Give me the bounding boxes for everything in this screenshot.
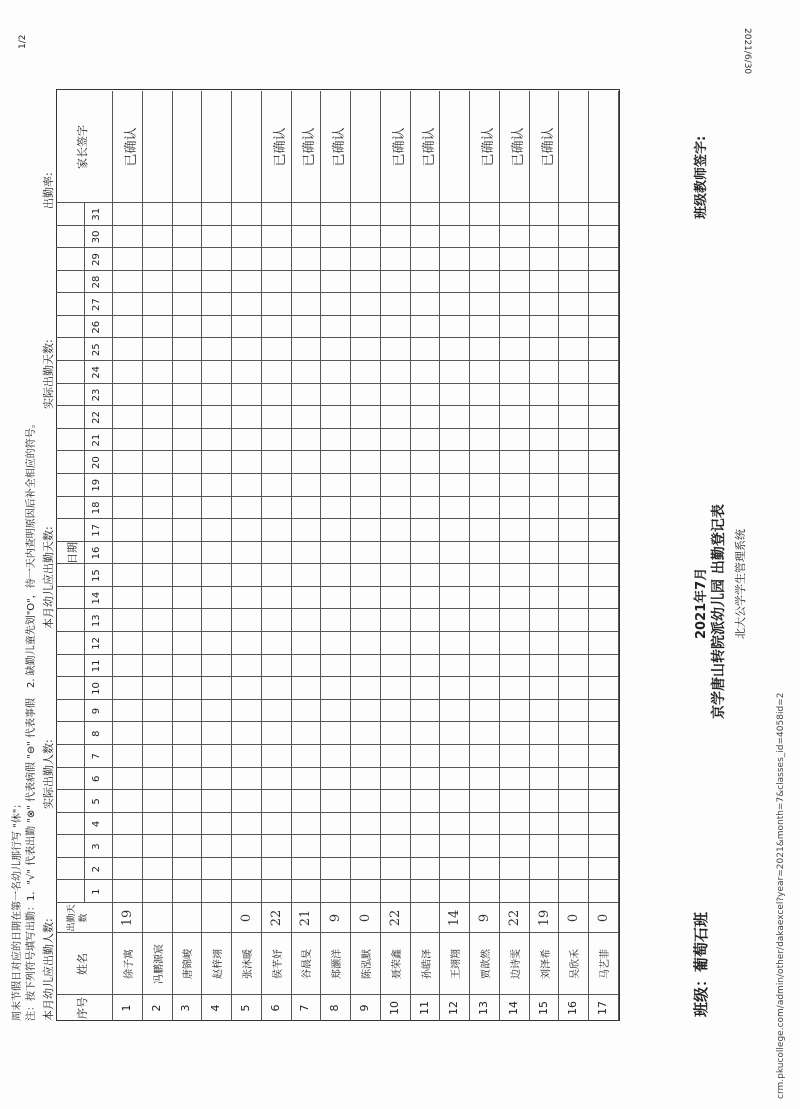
day-header: 9 [91, 707, 102, 715]
row-divider [261, 91, 262, 1021]
page-number: 1/2 [18, 34, 28, 49]
day-header: 24 [91, 366, 102, 379]
footer-actual-days: 实际出勤天数: [42, 339, 55, 409]
footer-note1: 注：按下列符号填写出勤：1．"√" 代表出勤 "⊗" 代表病假 "⊖" 代表事假 2. 缺勤儿童先划"O"，待一天内查明原因后补全相应的符号。 [26, 418, 37, 1021]
parent-sign: 已确认 [391, 127, 407, 167]
attend-days: 19 [119, 909, 135, 927]
col-divider [56, 608, 618, 609]
day-header: 2 [91, 865, 102, 873]
col-divider [56, 631, 618, 632]
row-divider [529, 91, 530, 1021]
row-divider [172, 91, 173, 1021]
col-divider [56, 563, 618, 564]
day-header: 6 [91, 775, 102, 783]
header-parent-sign: 家长签字 [76, 125, 89, 169]
col-divider [56, 383, 618, 384]
student-name: 边诗雯 [510, 949, 522, 979]
row-divider [142, 91, 143, 1021]
row-divider [380, 91, 381, 1021]
attend-days: 22 [268, 909, 284, 927]
col-divider [56, 834, 618, 835]
day-header: 31 [91, 207, 102, 221]
row-number: 2 [149, 1004, 163, 1012]
student-name: 唐锦峻 [183, 949, 195, 979]
source-url: crm.pkucollege.com/admin/other/dakaexcel?year=2021&month=7&classes_id=4058id=2 [776, 692, 786, 1099]
footer-should-days: 本月幼儿应出勤天数: [42, 526, 55, 629]
col-divider [56, 654, 618, 655]
teacher-sign-label: 班级教师签字: [694, 135, 709, 219]
parent-sign: 已确认 [123, 127, 139, 167]
row-number: 14 [506, 1001, 520, 1015]
col-divider [56, 360, 618, 361]
col-divider [56, 247, 618, 248]
col-divider [56, 676, 618, 677]
row-number: 9 [358, 1004, 371, 1012]
col-divider [56, 270, 618, 271]
col-divider [56, 857, 618, 858]
row-number: 16 [566, 1001, 580, 1015]
day-header: 7 [91, 753, 102, 760]
class-label: 班级：葡萄石班 [692, 911, 710, 1017]
footer-rate: 出勤率: [42, 172, 55, 209]
attend-days: 22 [506, 909, 522, 927]
col-divider [56, 586, 618, 587]
row-divider [618, 91, 619, 1021]
footer-should: 本月幼儿应出勤人数: [42, 918, 55, 1021]
date-header-divider [84, 203, 85, 903]
col-divider [56, 450, 618, 451]
row-divider [588, 91, 589, 1021]
row-number: 1 [119, 1004, 133, 1012]
attend-days: 9 [328, 913, 344, 923]
attend-days: 19 [536, 909, 552, 927]
day-header: 14 [91, 591, 102, 605]
student-name: 贾歆然 [481, 949, 493, 979]
student-name: 谷晨旻 [302, 949, 314, 979]
row-number: 6 [268, 1004, 282, 1012]
day-header: 25 [91, 343, 102, 357]
row-number: 7 [298, 1004, 312, 1012]
col-divider [56, 744, 618, 745]
attend-days: 0 [238, 913, 254, 923]
row-divider [410, 91, 411, 1021]
row-divider [350, 91, 351, 1021]
day-header: 26 [91, 320, 102, 334]
day-header: 21 [91, 433, 102, 447]
col-divider [56, 721, 618, 722]
day-header: 19 [91, 478, 102, 492]
day-header: 29 [91, 253, 102, 266]
student-name: 刘泽希 [540, 949, 552, 979]
row-number: 17 [596, 1001, 610, 1015]
day-header: 17 [91, 524, 102, 537]
print-date: 2021/6/30 [742, 28, 752, 75]
student-name: 郑灏洋 [332, 949, 344, 979]
row-number: 5 [238, 1004, 252, 1012]
col-divider [56, 518, 618, 519]
day-header: 20 [91, 456, 102, 470]
header-date: 日期 [66, 542, 79, 564]
day-header: 16 [91, 546, 102, 560]
day-header: 8 [91, 730, 102, 737]
day-header: 3 [91, 843, 102, 850]
row-number: 3 [179, 1004, 193, 1012]
row-divider [558, 91, 559, 1021]
parent-sign: 已确认 [510, 127, 526, 167]
row-divider [469, 91, 470, 1021]
row-number: 11 [417, 1001, 431, 1015]
col-divider [56, 315, 618, 316]
student-name: 孙皓泽 [421, 949, 433, 979]
parent-sign: 已确认 [332, 127, 348, 167]
header-days: 出勤天数 [67, 904, 89, 932]
day-header: 23 [91, 388, 102, 402]
row-divider [320, 91, 321, 1021]
header-name: 姓名 [76, 953, 89, 975]
col-divider [56, 699, 618, 700]
col-divider [56, 879, 618, 880]
row-divider [439, 91, 440, 1021]
row-divider [231, 91, 232, 1021]
col-divider [56, 405, 618, 406]
col-divider [56, 225, 618, 226]
header-seq: 序号 [76, 997, 89, 1019]
parent-sign: 已确认 [272, 127, 288, 167]
day-header: 11 [91, 659, 102, 673]
parent-sign: 已确认 [540, 127, 556, 167]
row-number: 4 [209, 1004, 223, 1012]
col-divider [56, 496, 618, 497]
attend-days: 0 [566, 913, 582, 923]
student-name: 赵梓翊 [213, 949, 225, 979]
report-title: 京学唐山转院派幼儿园 出勤登记表 [711, 504, 727, 719]
student-name: 张沐暖 [242, 949, 254, 979]
col-divider [56, 337, 618, 338]
day-header: 12 [91, 636, 102, 650]
student-name: 王翊翔 [451, 949, 463, 979]
day-header: 1 [91, 888, 102, 895]
day-header: 30 [91, 230, 102, 244]
day-header: 18 [91, 501, 102, 515]
col-divider [56, 789, 618, 790]
day-header: 13 [91, 614, 102, 628]
row-divider [499, 91, 500, 1021]
attend-days: 22 [387, 909, 403, 927]
row-divider [291, 91, 292, 1021]
col-divider [56, 428, 618, 429]
student-name: 马艺菲 [600, 949, 612, 979]
day-header: 22 [91, 411, 102, 424]
attend-days: 9 [477, 913, 493, 923]
col-divider [56, 473, 618, 474]
day-header: 15 [91, 569, 102, 582]
student-name: 冯鹏源宸 [153, 944, 165, 984]
footer-note2: 周末节假日对应的日期在第一名幼儿那行写 "休"； [12, 798, 23, 1021]
parent-sign: 已确认 [421, 127, 437, 167]
header-divider [112, 91, 113, 1021]
student-name: 吴欣禾 [570, 949, 582, 979]
student-name: 陈泓默 [362, 949, 373, 979]
row-divider [201, 91, 202, 1021]
attendance-table [56, 91, 618, 1021]
day-header: 5 [91, 798, 102, 805]
day-header: 4 [91, 820, 102, 828]
student-name: 徐子寓 [123, 949, 135, 979]
col-divider [56, 812, 618, 813]
attend-days: 21 [298, 909, 314, 927]
attend-days: 14 [447, 909, 463, 927]
day-header: 27 [91, 298, 102, 311]
row-number: 15 [536, 1001, 550, 1015]
footer-actual: 实际出勤人数: [42, 739, 55, 809]
row-number: 13 [477, 1001, 491, 1015]
day-header: 28 [91, 275, 102, 289]
parent-sign: 已确认 [302, 127, 318, 167]
student-name: 侯芊妤 [272, 949, 284, 979]
row-number: 10 [387, 1001, 401, 1015]
row-number: 12 [447, 1001, 461, 1015]
col-divider [56, 767, 618, 768]
attend-days: 0 [596, 913, 612, 923]
col-divider [56, 292, 618, 293]
system-name: 北大公学学生管理系统 [734, 529, 747, 639]
attend-days: 0 [358, 913, 373, 923]
parent-sign: 已确认 [481, 127, 497, 167]
col-divider [56, 541, 618, 542]
day-header: 10 [91, 682, 102, 695]
student-name: 聂荣鑫 [391, 949, 403, 979]
report-month: 2021年7月 [694, 567, 709, 639]
row-number: 8 [328, 1004, 342, 1012]
